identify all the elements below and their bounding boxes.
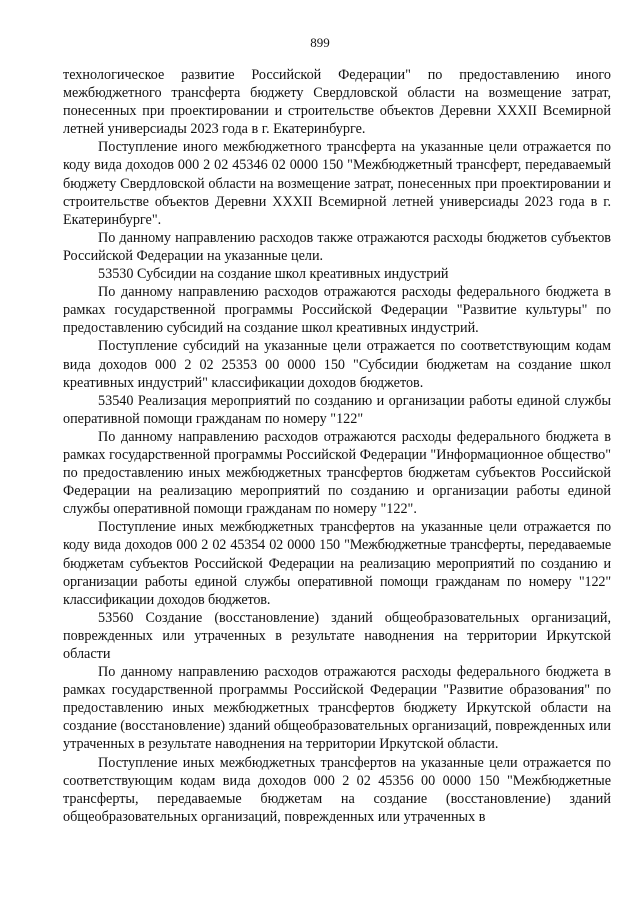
section-heading: 53560 Создание (восстановление) зданий общеобразовательных организаций, поврежденных или утраченных в результате наводнения на территории Иркутской области <box>63 609 611 662</box>
paragraph: Поступление иных межбюджетных трансфертов на указанные цели отражается по соответствующим кодам вида доходов 000 2 02 45356 00 0000 150 "Межбюджетные трансферты, передаваемые бюджетам на создание (восстановление) зданий общеобразовательных организаций, поврежденных или утраченных в <box>63 754 611 825</box>
document-body <box>63 66 611 826</box>
paragraph: По данному направлению расходов отражаются расходы федерального бюджета в рамках государственной программы Российской Федерации "Информационное общество" по предоставлению иных межбюджетных трансфертов бюджетам субъектов Российской Федерации на реализацию мероприятий по созданию и организации работы единой службы оперативной помощи гражданам по номеру "122". <box>63 428 611 518</box>
page-number: 899 <box>310 35 330 50</box>
paragraph: По данному направлению расходов отражаются расходы федерального бюджета в рамках государственной программы Российской Федерации "Развитие культуры" по предоставлению субсидий на создание школ креативных индустрий. <box>63 284 611 337</box>
section-heading: 53540 Реализация мероприятий по созданию и организации работы единой службы оперативной помощи гражданам по номеру "122" <box>63 392 611 427</box>
paragraph: По данному направлению расходов отражаются расходы федерального бюджета в рамках государственной программы Российской Федерации "Развитие образования" по предоставлению иных межбюджетных трансфертов бюджету Иркутской области на создание (восстановление) зданий общеобразовательных организаций, поврежденных или утраченных в результате наводнения на территории Иркутской области. <box>63 664 611 753</box>
section-heading: 53530 Субсидии на создание школ креативных индустрий <box>98 266 449 283</box>
paragraph: Поступление субсидий на указанные цели отражается по соответствующим кодам вида доходов 000 2 02 25353 00 0000 150 "Субсидии бюджетам на создание школ креативных индустрий" классификации доходов бюджетов. <box>63 338 611 391</box>
paragraph: Поступление иного межбюджетного трансферта на указанные цели отражается по коду вида доходов 000 2 02 45346 02 0000 150 "Межбюджетный трансферт, передаваемый бюджету Свердловской области на возмещение затрат, понесенных при проектировании и строительстве объектов Деревни XXXII Всемирной летней универсиады 2023 года в г. Екатеринбурге". <box>63 139 611 228</box>
paragraph-continuation: технологическое развитие Российской Федерации" по предоставлению иного межбюджетного трансферта бюджету Свердловской области на возмещение затрат, понесенных при проектировании и строительстве объектов Деревни XXXII Всемирной летней универсиады 2023 года в г. Екатеринбурге. <box>63 67 611 138</box>
paragraph: По данному направлению расходов также отражаются расходы бюджетов субъектов Российской Федерации на указанные цели. <box>63 229 611 264</box>
paragraph: Поступление иных межбюджетных трансфертов на указанные цели отражается по коду вида доходов 000 2 02 45354 02 0000 150 "Межбюджетные трансферты, передаваемые бюджетам субъектов Российской Федерации на реализацию мероприятий по созданию и организации работы единой службы оперативной помощи гражданам по номеру "122" классификации доходов бюджетов. <box>63 519 611 608</box>
